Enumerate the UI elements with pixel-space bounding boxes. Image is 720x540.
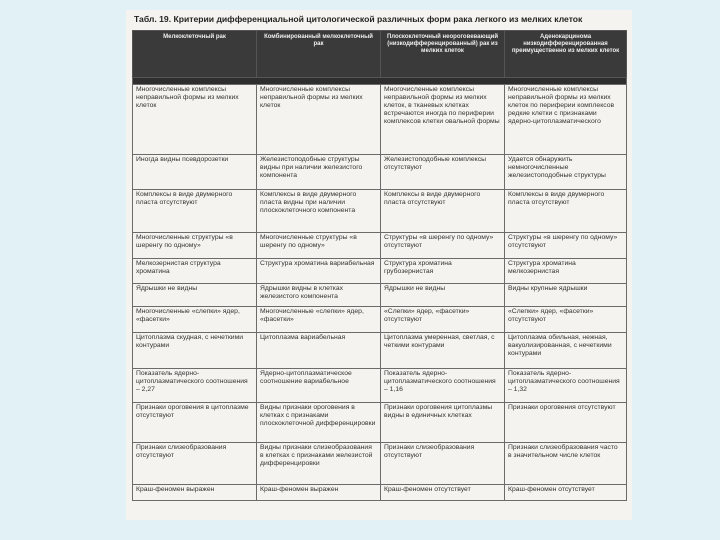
table-cell: Видны признаки ороговения в клетках с признаками плоскоклеточной дифференцировки xyxy=(257,403,381,443)
table-cell: Многочисленные комплексы неправильной формы из мелких клеток, в тканевых клетках встречаются иногда по периферии комплексов клетки овальной формы xyxy=(381,85,505,155)
table-cell: Показатель ядерно-цитоплазматического соотношения – 1,16 xyxy=(381,369,505,403)
table-cell: Признаки слизеобразования часто в значительном числе клеток xyxy=(505,443,627,485)
table-cell: Железистоподобные комплексы отсутствуют xyxy=(381,155,505,190)
table-cell: Многочисленные «слепки» ядер, «фасетки» xyxy=(133,307,257,333)
table-title: Табл. 19. Критерии дифференциальной цитологической различных форм рака легкого из мелких клеток xyxy=(134,14,583,24)
table-cell: Цитоплазма вариабельная xyxy=(257,333,381,369)
table-row xyxy=(133,485,627,501)
table-cell: Железистоподобные структуры видны при наличии железистого компонента xyxy=(257,155,381,190)
column-header-adenocarcinoma: Аденокарцинома низкодифференцированная преимущественно из мелких клеток xyxy=(505,31,627,78)
table-cell: Признаки ороговения в цитоплазме отсутствуют xyxy=(133,403,257,443)
table-cell: Удается обнаружить немногочисленные железистоподобные структуры xyxy=(505,155,627,190)
table-cell: Многочисленные структуры «в шеренгу по одному» xyxy=(133,233,257,259)
table-row xyxy=(133,369,627,403)
table-cell: Многочисленные комплексы неправильной формы из мелких клеток xyxy=(257,85,381,155)
table-cell: Ядрышки не видны xyxy=(381,284,505,307)
table-cell: Комплексы в виде двумерного пласта отсутствуют xyxy=(133,190,257,233)
table-cell: Ядрышки не видны xyxy=(133,284,257,307)
criteria-table xyxy=(132,30,627,501)
table-cell: Видны крупные ядрышки xyxy=(505,284,627,307)
table-cell: Цитоплазма скудная, с нечеткими контурами xyxy=(133,333,257,369)
table-cell: Краш-феномен выражен xyxy=(133,485,257,501)
table-row xyxy=(133,85,627,155)
table-row xyxy=(133,443,627,485)
table-row xyxy=(133,233,627,259)
table-cell: Комплексы в виде двумерного пласта отсутствуют xyxy=(505,190,627,233)
table-row xyxy=(133,403,627,443)
table-cell: Многочисленные комплексы неправильной формы из мелких клеток по периферии комплексов редкие клетки с признаками ядерно-цитоплазматического xyxy=(505,85,627,155)
table-cell: Структуры «в шеренгу по одному» отсутствуют xyxy=(505,233,627,259)
table-cell: Показатель ядерно-цитоплазматического соотношения – 2,27 xyxy=(133,369,257,403)
scanned-page xyxy=(126,10,632,520)
table-cell: Признаки слизеобразования отсутствуют xyxy=(381,443,505,485)
table-cell: Структура хроматина вариабельная xyxy=(257,259,381,284)
table-cell: Мелкозернистая структура хроматина xyxy=(133,259,257,284)
table-cell: Цитоплазма обильная, нежная, вакуолизированная, с нечеткими контурами xyxy=(505,333,627,369)
header-divider xyxy=(133,78,627,85)
table-row xyxy=(133,307,627,333)
table-cell: Структура хроматина мелкозернистая xyxy=(505,259,627,284)
table-cell: Ядерно-цитоплазматическое соотношение вариабельное xyxy=(257,369,381,403)
table-cell: Признаки слизеобразования отсутствуют xyxy=(133,443,257,485)
table-row xyxy=(133,284,627,307)
table-cell: Структура хроматина грубозернистая xyxy=(381,259,505,284)
table-cell: Комплексы в виде двумерного пласта отсутствуют xyxy=(381,190,505,233)
table-row xyxy=(133,333,627,369)
table-cell: Признаки ороговения отсутствуют xyxy=(505,403,627,443)
table-cell: Многочисленные «слепки» ядер, «фасетки» xyxy=(257,307,381,333)
table-cell: «Слепки» ядер, «фасетки» отсутствуют xyxy=(505,307,627,333)
header-row xyxy=(133,31,627,78)
table-row xyxy=(133,259,627,284)
table-row xyxy=(133,190,627,233)
table-cell: Структуры «в шеренгу по одному» отсутствуют xyxy=(381,233,505,259)
table-cell: Видны признаки слизеобразования в клетках с признаками железистой дифференцировки xyxy=(257,443,381,485)
table-cell: Краш-феномен отсутствует xyxy=(381,485,505,501)
table-row xyxy=(133,155,627,190)
column-header-combined: Комбинированный мелкоклеточный рак xyxy=(257,31,381,78)
table-cell: «Слепки» ядер, «фасетки» отсутствуют xyxy=(381,307,505,333)
table-cell: Многочисленные структуры «в шеренгу по одному» xyxy=(257,233,381,259)
table-cell: Признаки ороговения цитоплазмы видны в единичных клетках xyxy=(381,403,505,443)
table-cell: Цитоплазма умеренная, светлая, с четкими контурами xyxy=(381,333,505,369)
column-header-squamous: Плоскоклеточный неороговевающий (низкодифференцированный) рак из мелких клеток xyxy=(381,31,505,78)
table-cell: Комплексы в виде двумерного пласта видны при наличии плоскоклеточного компонента xyxy=(257,190,381,233)
table-cell: Иногда видны псевдорозетки xyxy=(133,155,257,190)
table-cell: Многочисленные комплексы неправильной формы из мелких клеток xyxy=(133,85,257,155)
table-cell: Ядрышки видны в клетках железистого компонента xyxy=(257,284,381,307)
table-cell: Краш-феномен отсутствует xyxy=(505,485,627,501)
table-cell: Краш-феномен выражен xyxy=(257,485,381,501)
table-cell: Показатель ядерно-цитоплазматического соотношения – 1,32 xyxy=(505,369,627,403)
column-header-small-cell: Мелкоклеточный рак xyxy=(133,31,257,78)
